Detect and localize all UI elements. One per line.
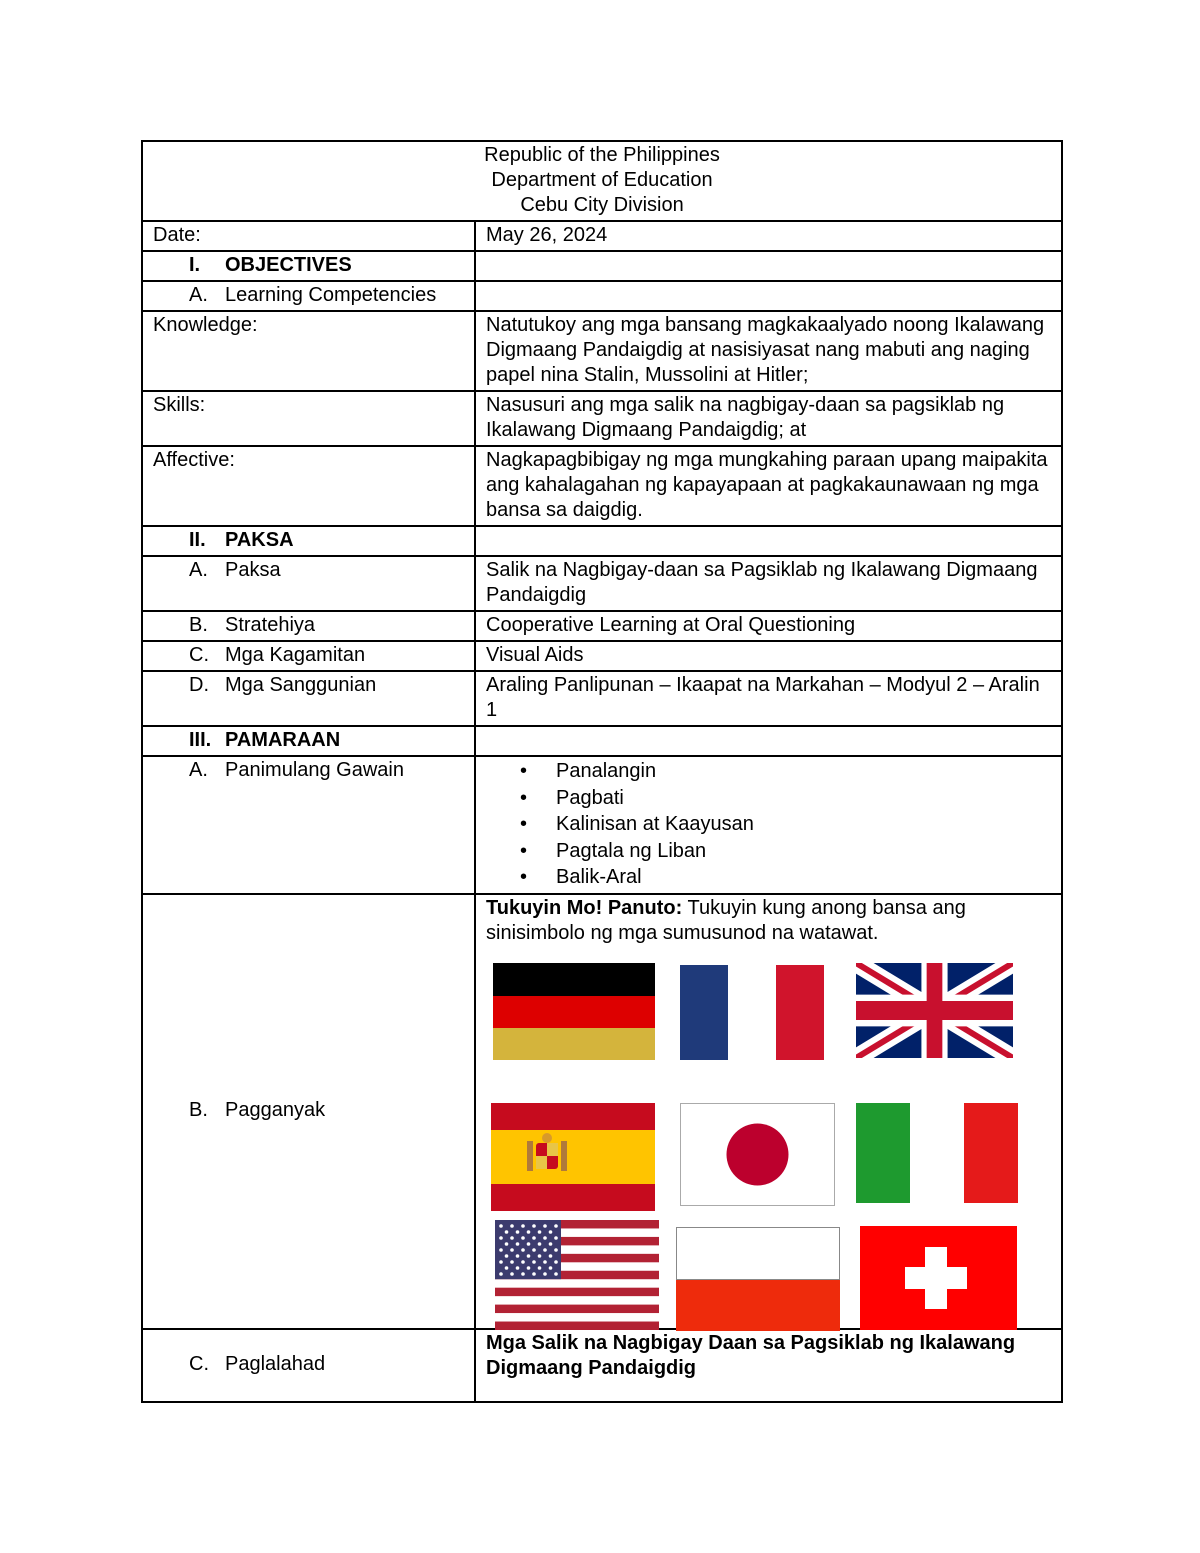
panimulang-label: Panimulang Gawain — [225, 759, 404, 781]
paksa-d-row — [142, 671, 1062, 726]
pagganyak-letter: B. — [189, 1099, 208, 1121]
pamaraan-empty-cell — [475, 726, 1062, 756]
list-item: • Panalangin — [556, 758, 1051, 785]
objectives-title: OBJECTIVES — [225, 254, 352, 276]
paksa-d-letter: D. — [189, 674, 209, 696]
paksa-a-heading — [142, 556, 475, 611]
pagganyak-content-cell — [475, 894, 1062, 1329]
paksa-b-letter: B. — [189, 614, 208, 636]
panuto-text: Tukuyin kung anong bansa ang sinisimbolo ng mga sumusunod na watawat. — [486, 896, 966, 944]
knowledge-label: Knowledge: — [142, 311, 475, 391]
germany-flag — [493, 963, 655, 1060]
france-flag — [680, 965, 824, 1060]
paksa-c-row — [142, 641, 1062, 671]
paglalahad-heading — [142, 1329, 475, 1402]
lc-letter: A. — [189, 284, 208, 306]
paksa-b-row — [142, 611, 1062, 641]
knowledge-text: Natutukoy ang mga bansang magkakaalyado noong Ikalawang Digmaang Pandaigdig at nasisiyasat nang mabuti ang naging papel nina Stalin, Mussolini at Hitler; — [475, 311, 1062, 391]
paglalahad-label: Paglalahad — [225, 1353, 326, 1375]
paksa-a-row — [142, 556, 1062, 611]
lesson-plan-document — [141, 140, 1061, 1403]
list-item: • Pagbati — [556, 785, 1051, 812]
paksa-a-text: Salik na Nagbigay-daan sa Pagsiklab ng Ikalawang Digmaang Pandaigdig — [475, 556, 1062, 611]
learning-competencies-heading — [142, 281, 475, 311]
switzerland-flag — [860, 1226, 1017, 1330]
paksa-b-label: Stratehiya — [225, 614, 316, 636]
united-states-flag — [495, 1220, 659, 1330]
poland-flag — [676, 1227, 840, 1331]
paglalahad-row — [142, 1329, 1062, 1402]
paksa-heading — [142, 526, 475, 556]
lc-label: Learning Competencies — [225, 284, 437, 306]
panimulang-gawain-list-cell — [475, 756, 1062, 894]
list-item: • Kalinisan at Kaayusan — [556, 811, 1051, 838]
list-item: • Pagtala ng Liban — [556, 838, 1051, 865]
paksa-row — [142, 526, 1062, 556]
pamaraan-title: PAMARAAN — [225, 729, 341, 751]
pagganyak-row — [142, 894, 1062, 1329]
united-kingdom-flag — [856, 963, 1013, 1058]
date-value: May 26, 2024 — [475, 221, 1062, 251]
paglalahad-text: Mga Salik na Nagbigay Daan sa Pagsiklab ng Ikalawang Digmaang Pandaigdig — [475, 1329, 1062, 1402]
date-label: Date: — [142, 221, 475, 251]
affective-row — [142, 446, 1062, 526]
date-row — [142, 221, 1062, 251]
panuto-label: Panuto: — [607, 896, 683, 919]
pagganyak-label: Pagganyak — [225, 1099, 326, 1121]
paksa-b-heading — [142, 611, 475, 641]
panimulang-gawain-heading — [142, 756, 475, 894]
panimulang-gawain-row — [142, 756, 1062, 894]
paksa-d-label: Mga Sanggunian — [225, 674, 377, 696]
paksa-c-text: Visual Aids — [475, 641, 1062, 671]
objectives-row — [142, 251, 1062, 281]
learning-competencies-row — [142, 281, 1062, 311]
panimulang-gawain-list — [486, 758, 1051, 891]
pamaraan-number: III. — [189, 729, 212, 751]
pagganyak-instructions — [486, 896, 1051, 946]
affective-label: Affective: — [142, 446, 475, 526]
paksa-b-text: Cooperative Learning at Oral Questioning — [475, 611, 1062, 641]
header-republic: Republic of the Philippines — [484, 144, 720, 166]
paksa-d-text: Araling Panlipunan – Ikaapat na Markahan – Modyul 2 – Aralin 1 — [475, 671, 1062, 726]
lesson-plan-table — [141, 140, 1063, 1403]
affective-text: Nagkapagbibigay ng mga mungkahing paraan upang maipakita ang kahalagahan ng kapayapaan at pagkakaunawaan ng mga bansa sa daigdig. — [475, 446, 1062, 526]
pamaraan-heading — [142, 726, 475, 756]
japan-flag — [680, 1103, 835, 1206]
knowledge-row — [142, 311, 1062, 391]
paksa-c-label: Mga Kagamitan — [225, 644, 366, 666]
pamaraan-row — [142, 726, 1062, 756]
objectives-empty-cell — [475, 251, 1062, 281]
tukuyin-mo-label: Tukuyin Mo! — [486, 896, 603, 919]
lc-empty-cell — [475, 281, 1062, 311]
paksa-a-label: Paksa — [225, 559, 281, 581]
header-department: Department of Education — [491, 169, 713, 191]
header-cell — [142, 141, 1062, 221]
paksa-title: PAKSA — [225, 529, 294, 551]
pagganyak-heading — [142, 894, 475, 1329]
paksa-number: II. — [189, 529, 206, 551]
header-division: Cebu City Division — [520, 194, 684, 216]
skills-row — [142, 391, 1062, 446]
spain-flag — [491, 1103, 655, 1211]
paksa-a-letter: A. — [189, 559, 208, 581]
paksa-d-heading — [142, 671, 475, 726]
list-item: • Balik-Aral — [556, 864, 1051, 891]
flags-grid — [486, 946, 1051, 1326]
objectives-heading — [142, 251, 475, 281]
header-row — [142, 141, 1062, 221]
skills-text: Nasusuri ang mga salik na nagbigay-daan sa pagsiklab ng Ikalawang Digmaang Pandaigdig; at — [475, 391, 1062, 446]
paksa-c-heading — [142, 641, 475, 671]
paksa-c-letter: C. — [189, 644, 209, 666]
paglalahad-letter: C. — [189, 1353, 209, 1375]
paksa-empty-cell — [475, 526, 1062, 556]
skills-label: Skills: — [142, 391, 475, 446]
italy-flag — [856, 1103, 1018, 1203]
objectives-number: I. — [189, 254, 201, 276]
panimulang-letter: A. — [189, 759, 208, 781]
